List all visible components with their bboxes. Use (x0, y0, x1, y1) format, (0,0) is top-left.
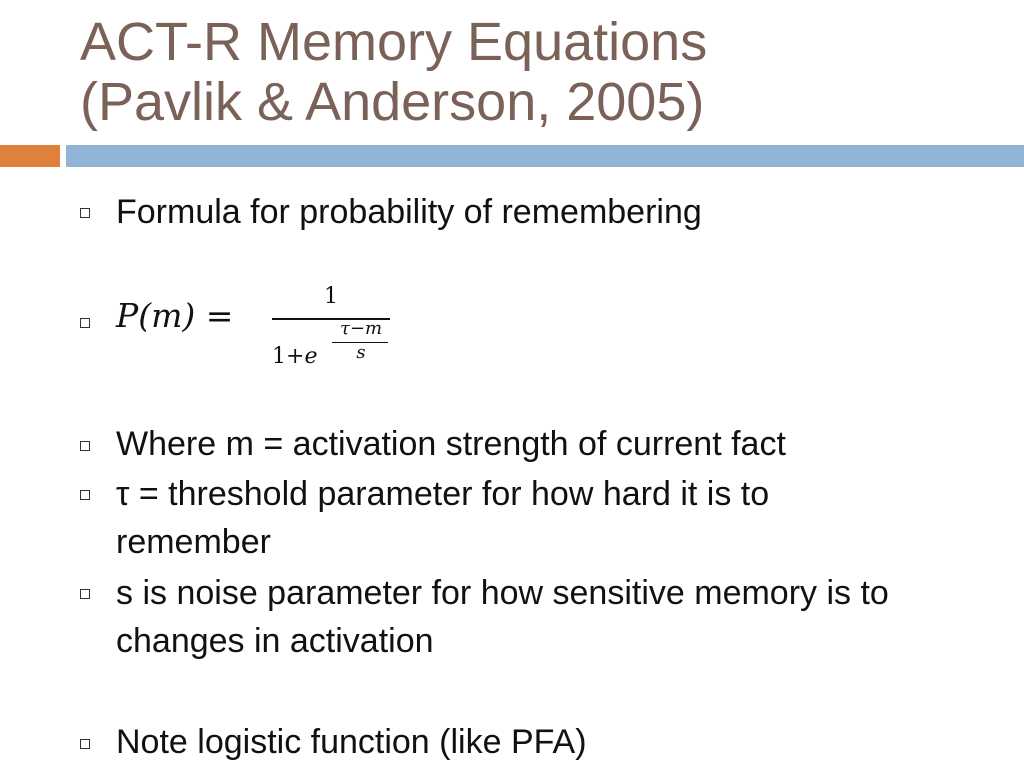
title-accent-bar-blue (66, 145, 1024, 167)
exponent-denominator: s (356, 342, 366, 363)
formula-denominator (272, 344, 317, 370)
probability-formula (116, 282, 516, 372)
title-line-2: (Pavlik & Anderson, 2005) (80, 72, 705, 132)
bullet-text: Where m = activation strength of current fact (116, 425, 786, 463)
denominator-base: 1+ (272, 344, 305, 369)
formula-lhs: P(m) = (116, 296, 234, 335)
slide-title (80, 12, 1000, 132)
formula-numerator: 1 (324, 284, 338, 309)
bullet-square-icon (80, 318, 90, 328)
exponent-numerator: τ−m (339, 318, 383, 339)
bullet-text: s is noise parameter for how sensitive memory is to changes in activation (116, 574, 889, 660)
bullet-text: Formula for probability of remembering (116, 193, 702, 231)
bullet-square-icon (80, 739, 90, 749)
formula-fraction (272, 282, 390, 372)
bullet-square-icon (80, 490, 90, 500)
denominator-e: e (304, 344, 318, 369)
bullet-square-icon (80, 589, 90, 599)
title-line-1: ACT-R Memory Equations (80, 12, 708, 72)
title-accent-bar-orange (0, 145, 60, 167)
bullet-text: Note logistic function (like PFA) (116, 723, 587, 761)
bullet-square-icon (80, 441, 90, 451)
bullet-text: τ = threshold parameter for how hard it is to remember (116, 475, 770, 561)
bullet-square-icon (80, 208, 90, 218)
